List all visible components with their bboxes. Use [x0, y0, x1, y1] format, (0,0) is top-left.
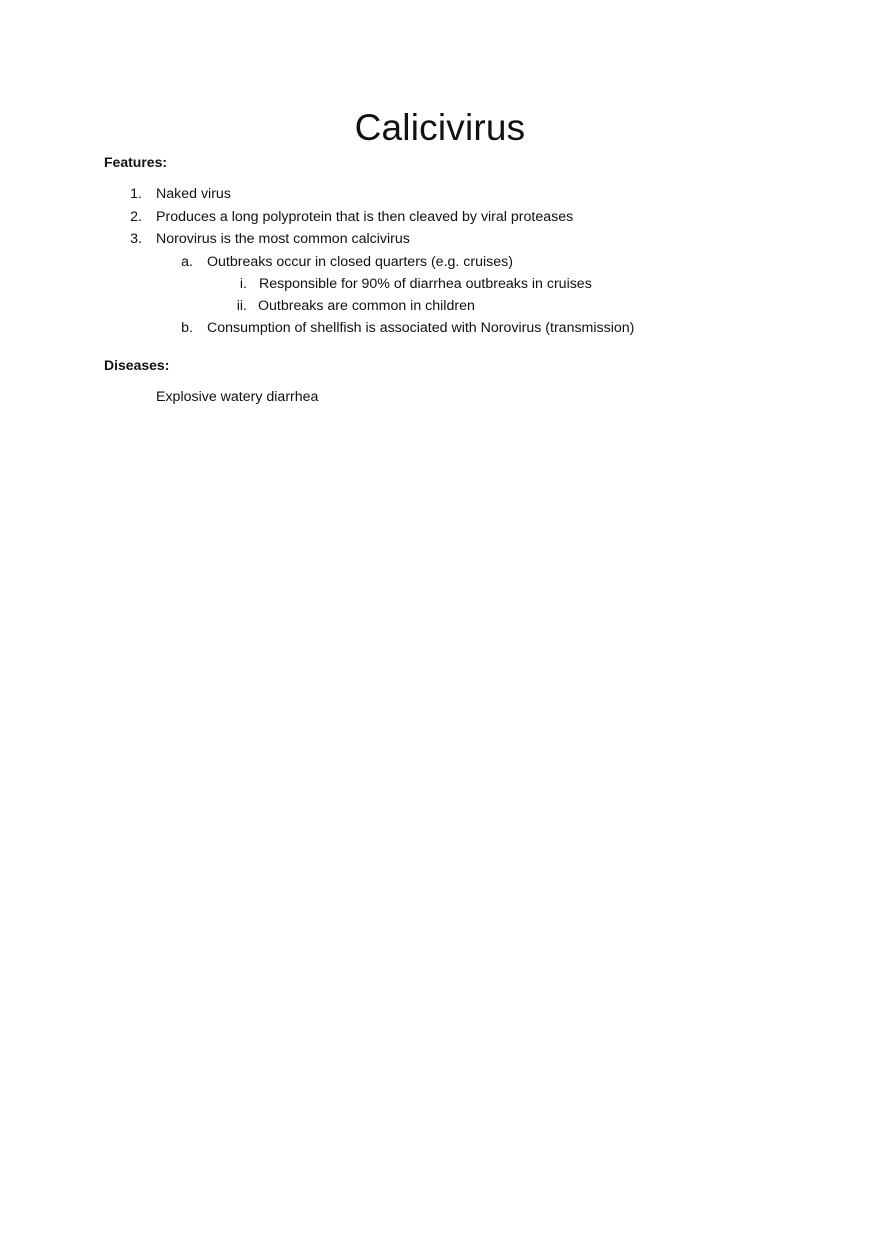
- page-title: Calicivirus: [354, 107, 526, 148]
- sub-list-item-text: Consumption of shellfish is associated with Norovirus (transmission): [207, 320, 635, 336]
- sub-list-item-text: Outbreaks occur in closed quarters (e.g. cruises): [207, 254, 513, 270]
- sub-sub-list-item-text: Outbreaks are common in children: [258, 298, 475, 314]
- list-marker: 2.: [130, 209, 142, 225]
- list-item-text: Norovirus is the most common calcivirus: [156, 231, 410, 247]
- list-marker: 1.: [130, 186, 142, 202]
- sub-sub-list-marker: ii.: [236, 298, 247, 314]
- features-heading: Features:: [104, 154, 168, 170]
- sub-sub-list-item-text: Responsible for 90% of diarrhea outbreaks in cruises: [259, 276, 592, 292]
- sub-list-marker: b.: [181, 320, 193, 336]
- sub-sub-list-marker: i.: [239, 276, 247, 292]
- list-marker: 3.: [130, 231, 142, 247]
- sub-list-marker: a.: [181, 254, 193, 270]
- list-item-text: Produces a long polyprotein that is then cleaved by viral proteases: [156, 209, 574, 225]
- list-item-text: Naked virus: [156, 186, 231, 202]
- diseases-heading: Diseases:: [104, 357, 170, 373]
- diseases-text: Explosive watery diarrhea: [156, 389, 319, 405]
